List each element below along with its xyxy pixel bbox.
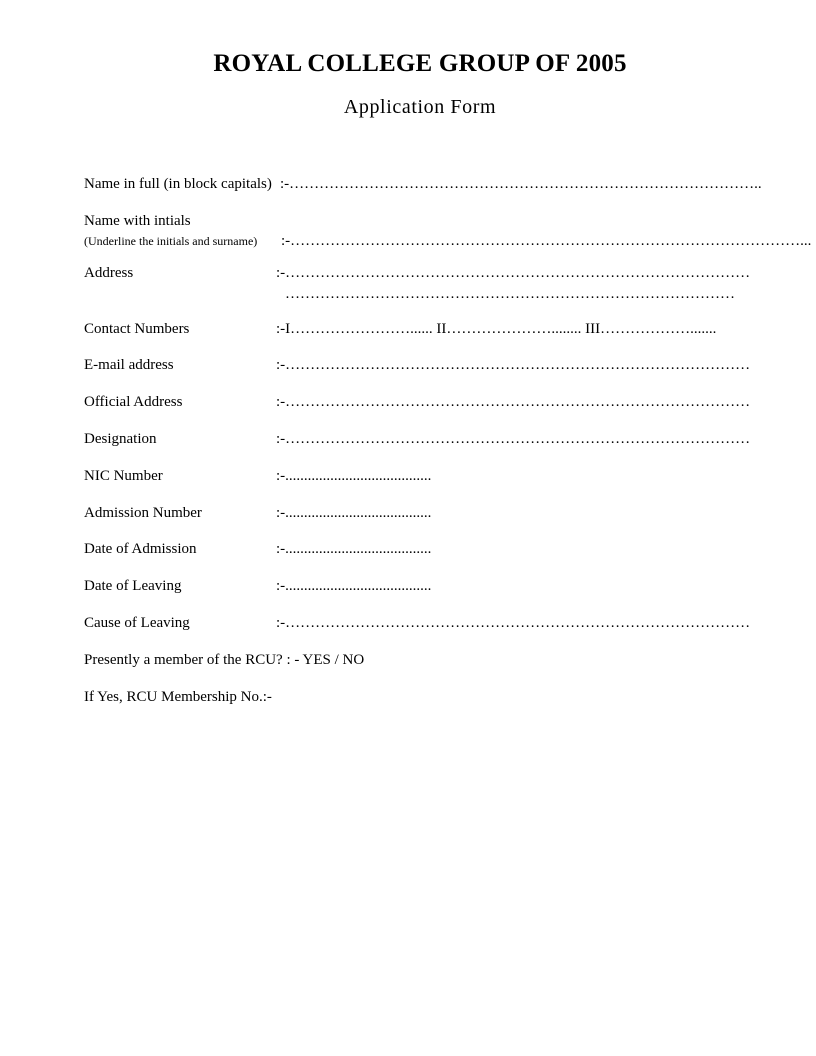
form-title: ROYAL COLLEGE GROUP OF 2005 — [213, 50, 627, 77]
field-address — [84, 263, 764, 283]
field-address-label: Address — [84, 265, 134, 281]
field-rcu-number — [84, 687, 764, 707]
field-email — [84, 355, 764, 375]
field-date-leaving-label: Date of Leaving — [84, 578, 182, 594]
field-nic-fill[interactable]: :-....................................... — [276, 468, 432, 484]
field-rcu-number-label[interactable]: If Yes, RCU Membership No.:- — [84, 689, 272, 705]
field-date-leaving — [84, 576, 764, 596]
field-cause-leaving — [84, 613, 764, 633]
form-subtitle: Application Form — [343, 96, 497, 118]
field-address-fill[interactable]: :-………………………………………………………………………………… — [276, 265, 751, 281]
field-date-admission — [84, 539, 764, 559]
field-contact-fill[interactable]: :-I……………………...... II…………………........ III………………....... — [276, 321, 717, 337]
field-initials-label: Name with intials — [84, 213, 191, 229]
field-cause-leaving-label: Cause of Leaving — [84, 615, 190, 631]
field-rcu-member — [84, 650, 764, 670]
field-full-name-label: Name in full (in block capitals) — [84, 176, 272, 192]
field-designation-label: Designation — [84, 431, 157, 447]
field-cause-leaving-fill[interactable]: :-………………………………………………………………………………… — [276, 615, 751, 631]
field-initials-sublabel: (Underline the initials and surname) — [84, 234, 258, 248]
field-full-name-fill[interactable]: :-………………………………………………………………………………….. — [280, 176, 762, 192]
field-admission-number-fill[interactable]: :-....................................... — [276, 505, 432, 521]
field-address-line2 — [84, 284, 764, 304]
field-admission-number — [84, 503, 764, 523]
field-full-name — [84, 174, 764, 194]
field-nic-label: NIC Number — [84, 468, 163, 484]
field-official-address-label: Official Address — [84, 394, 183, 410]
field-designation-fill[interactable]: :-………………………………………………………………………………… — [276, 431, 751, 447]
field-email-label: E-mail address — [84, 357, 174, 373]
field-email-fill[interactable]: :-………………………………………………………………………………… — [276, 357, 751, 373]
field-designation — [84, 429, 764, 449]
field-initials — [84, 213, 812, 249]
field-admission-number-label: Admission Number — [84, 505, 202, 521]
field-date-admission-label: Date of Admission — [84, 541, 197, 557]
field-rcu-member-label[interactable]: Presently a member of the RCU? : - YES / NO — [84, 652, 365, 668]
field-contact — [84, 319, 764, 339]
field-date-leaving-fill[interactable]: :-....................................... — [276, 578, 432, 594]
field-address-fill2[interactable]: ……………………………………………………………………………… — [285, 286, 735, 302]
field-nic — [84, 466, 764, 486]
field-initials-fill[interactable]: :-…………………………………………………………………………………………... — [281, 233, 812, 249]
field-official-address — [84, 392, 764, 412]
field-contact-label: Contact Numbers — [84, 321, 190, 337]
field-official-address-fill[interactable]: :-………………………………………………………………………………… — [276, 394, 751, 410]
field-date-admission-fill[interactable]: :-....................................... — [276, 541, 432, 557]
